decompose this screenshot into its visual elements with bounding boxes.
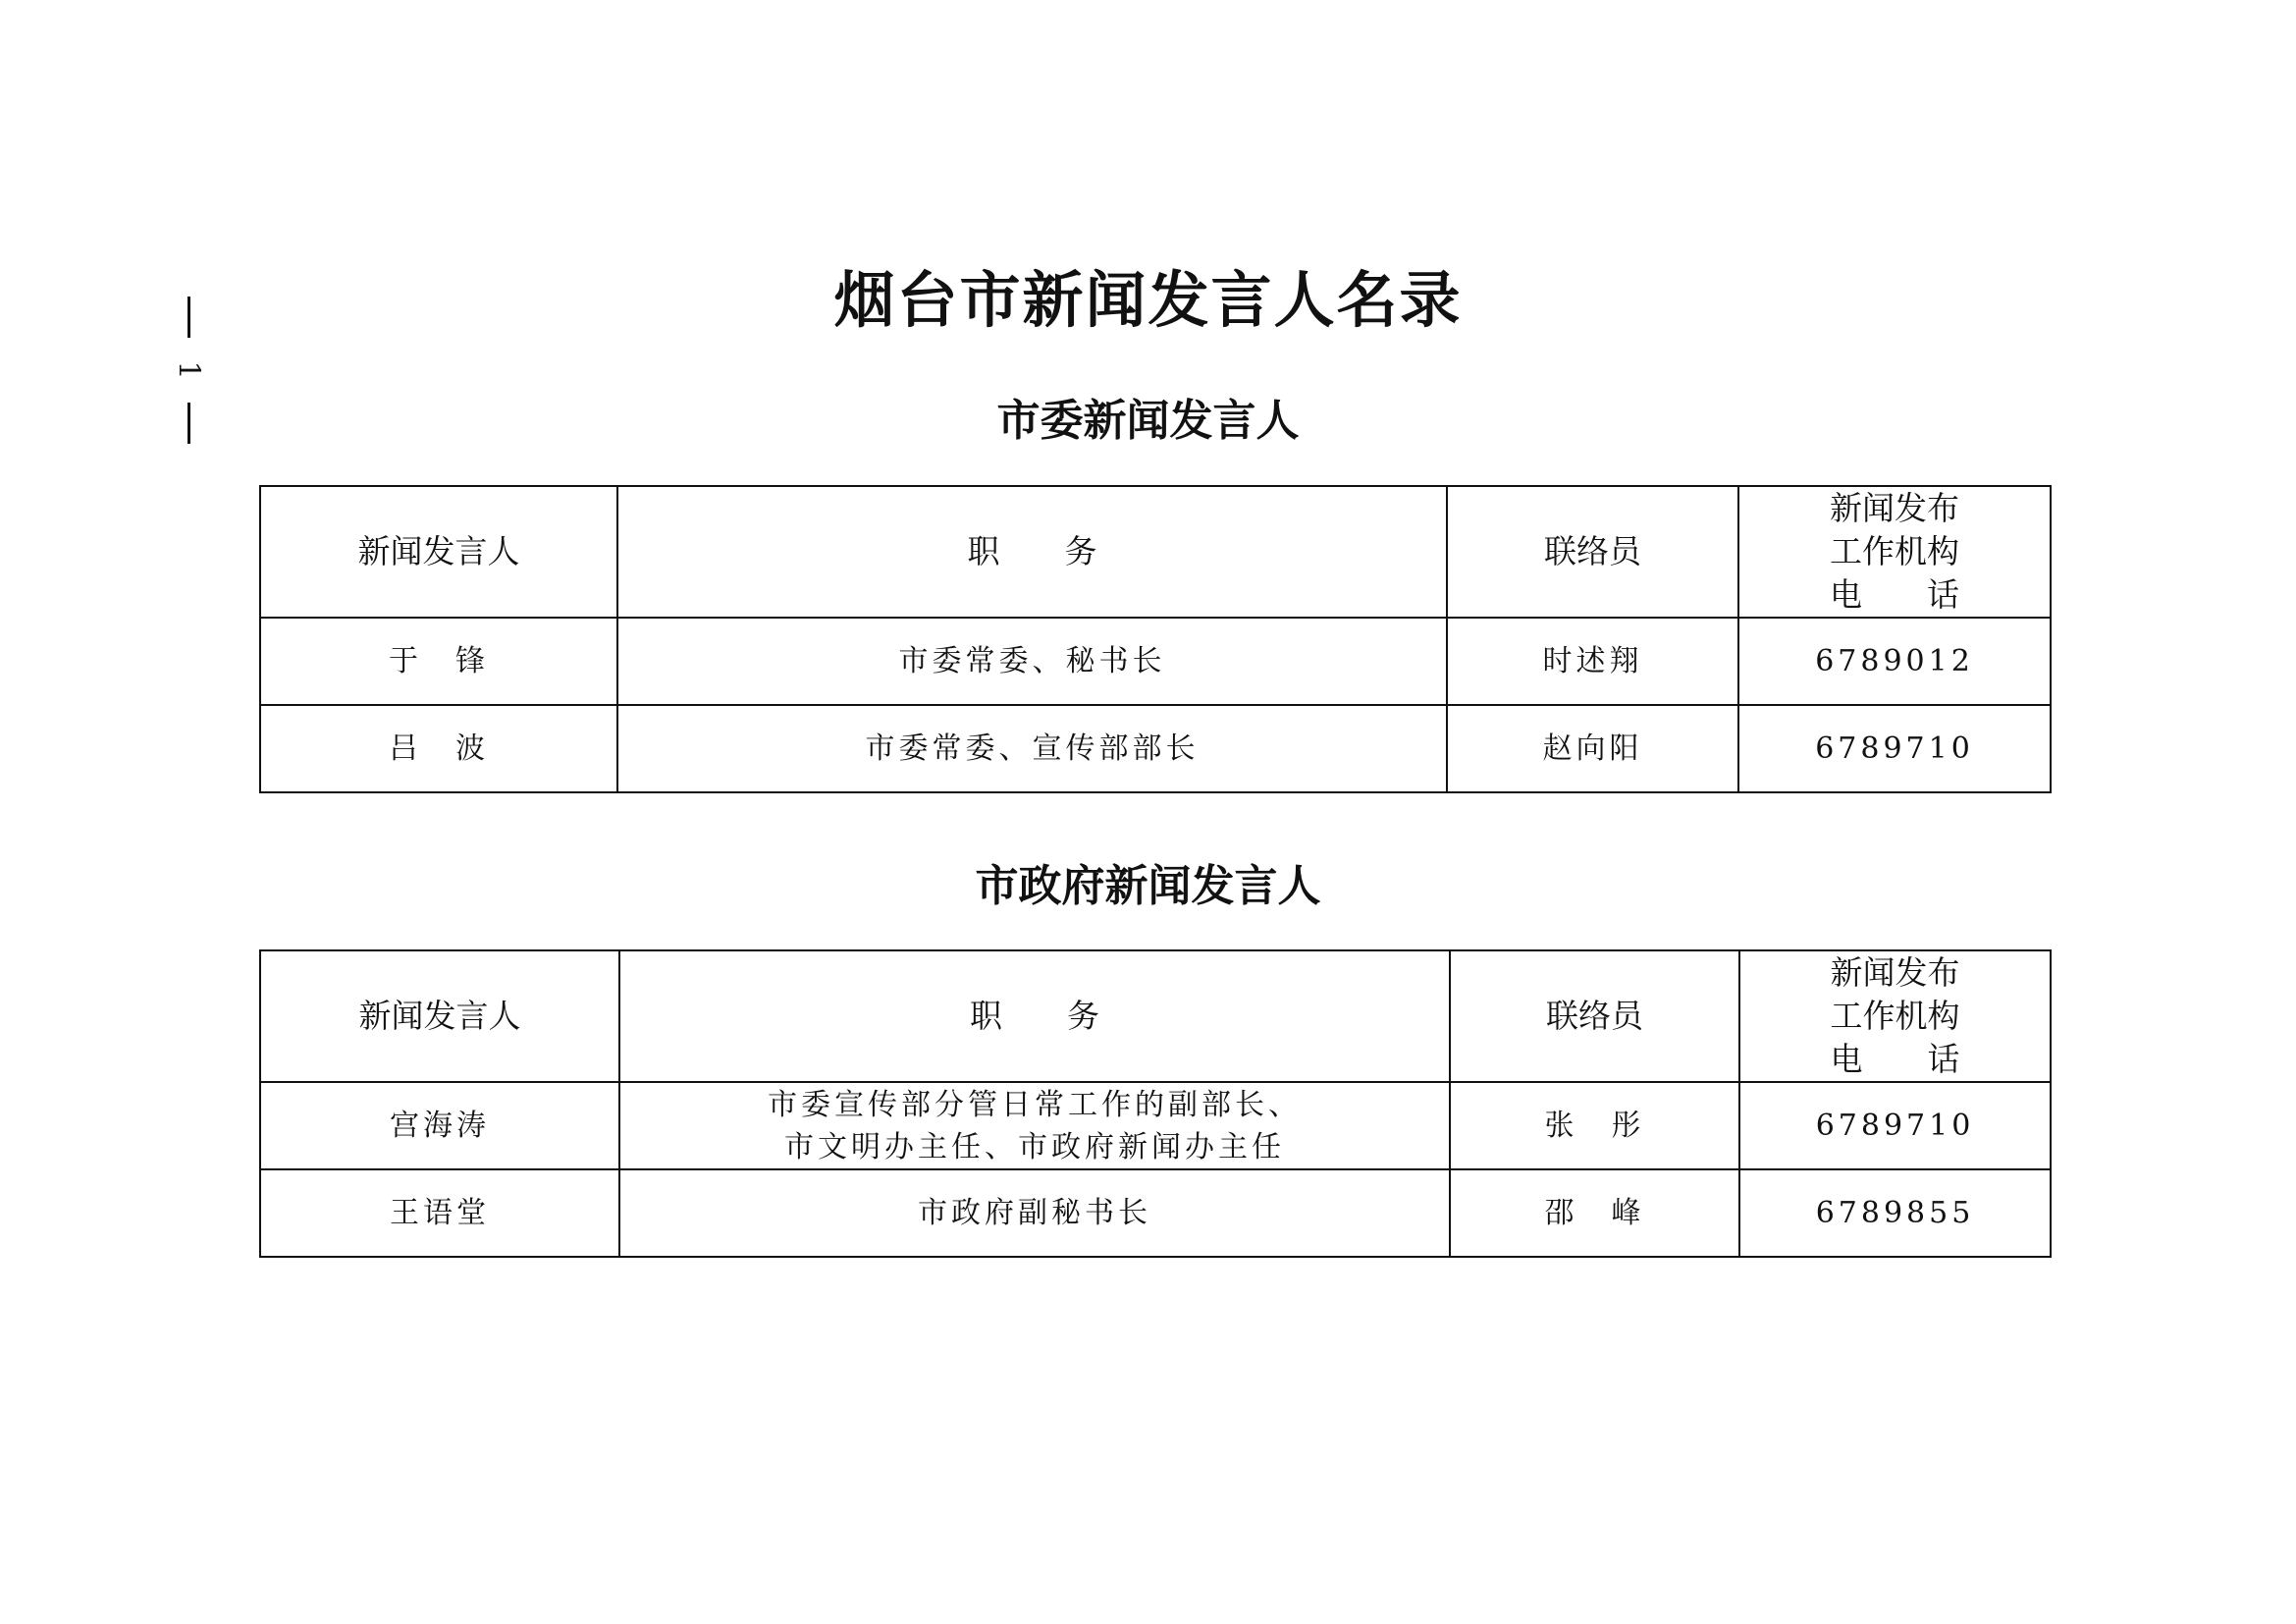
phone-number: 6789012: [1738, 618, 2051, 705]
liaison-name: 邵 峰: [1450, 1169, 1739, 1257]
table-header-row: [260, 950, 2051, 1082]
liaison-name: 赵向阳: [1447, 705, 1738, 792]
spokesperson-name: 吕 波: [260, 705, 617, 792]
document-title: 烟台市新闻发言人名录: [833, 264, 1463, 336]
header-position: 职 务: [619, 950, 1450, 1082]
header-spokesperson: 新闻发言人: [260, 486, 617, 618]
phone-number: 6789710: [1738, 705, 2051, 792]
spokesperson-name: 王语堂: [260, 1169, 619, 1257]
table-row: [260, 1169, 2051, 1257]
liaison-name: 张 彤: [1450, 1082, 1739, 1169]
header-phone: [1739, 950, 2051, 1082]
spokesperson-position: 市政府副秘书长: [619, 1169, 1450, 1257]
phone-number: 6789855: [1739, 1169, 2051, 1257]
section-title-municipal-government: 市政府新闻发言人: [975, 861, 1321, 911]
party-committee-spokesperson-table: [259, 485, 2052, 793]
header-position: 职 务: [617, 486, 1447, 618]
table-row: [260, 705, 2051, 792]
header-phone-line3: 电 话: [1830, 1040, 1960, 1078]
section-title-party-committee: 市委新闻发言人: [996, 396, 1300, 446]
header-phone-line3: 电 话: [1830, 575, 1959, 614]
position-line2: 市文明办主任、市政府新闻办主任: [784, 1129, 1285, 1164]
header-phone-line2: 工作机构: [1830, 997, 1960, 1035]
header-liaison: 联络员: [1447, 486, 1738, 618]
liaison-name: 时述翔: [1447, 618, 1738, 705]
header-phone-line1: 新闻发布: [1830, 953, 1960, 992]
table-row: [260, 618, 2051, 705]
spokesperson-name: 宫海涛: [260, 1082, 619, 1169]
table-header-row: [260, 486, 2051, 618]
spokesperson-position: 市委常委、秘书长: [617, 618, 1447, 705]
header-liaison: 联络员: [1450, 950, 1739, 1082]
spokesperson-position: 市委常委、宣传部部长: [617, 705, 1447, 792]
header-spokesperson: 新闻发言人: [260, 950, 619, 1082]
page-number-value: 1: [172, 360, 206, 380]
position-line1: 市委宣传部分管日常工作的副部长、: [768, 1087, 1302, 1122]
phone-number: 6789710: [1739, 1082, 2051, 1169]
header-phone-line1: 新闻发布: [1830, 489, 1959, 527]
municipal-government-spokesperson-table: [259, 949, 2052, 1258]
table-row: [260, 1082, 2051, 1169]
header-phone-line2: 工作机构: [1830, 532, 1959, 570]
spokesperson-position: [619, 1082, 1450, 1169]
spokesperson-name: 于 锋: [260, 618, 617, 705]
header-phone: [1738, 486, 2051, 618]
